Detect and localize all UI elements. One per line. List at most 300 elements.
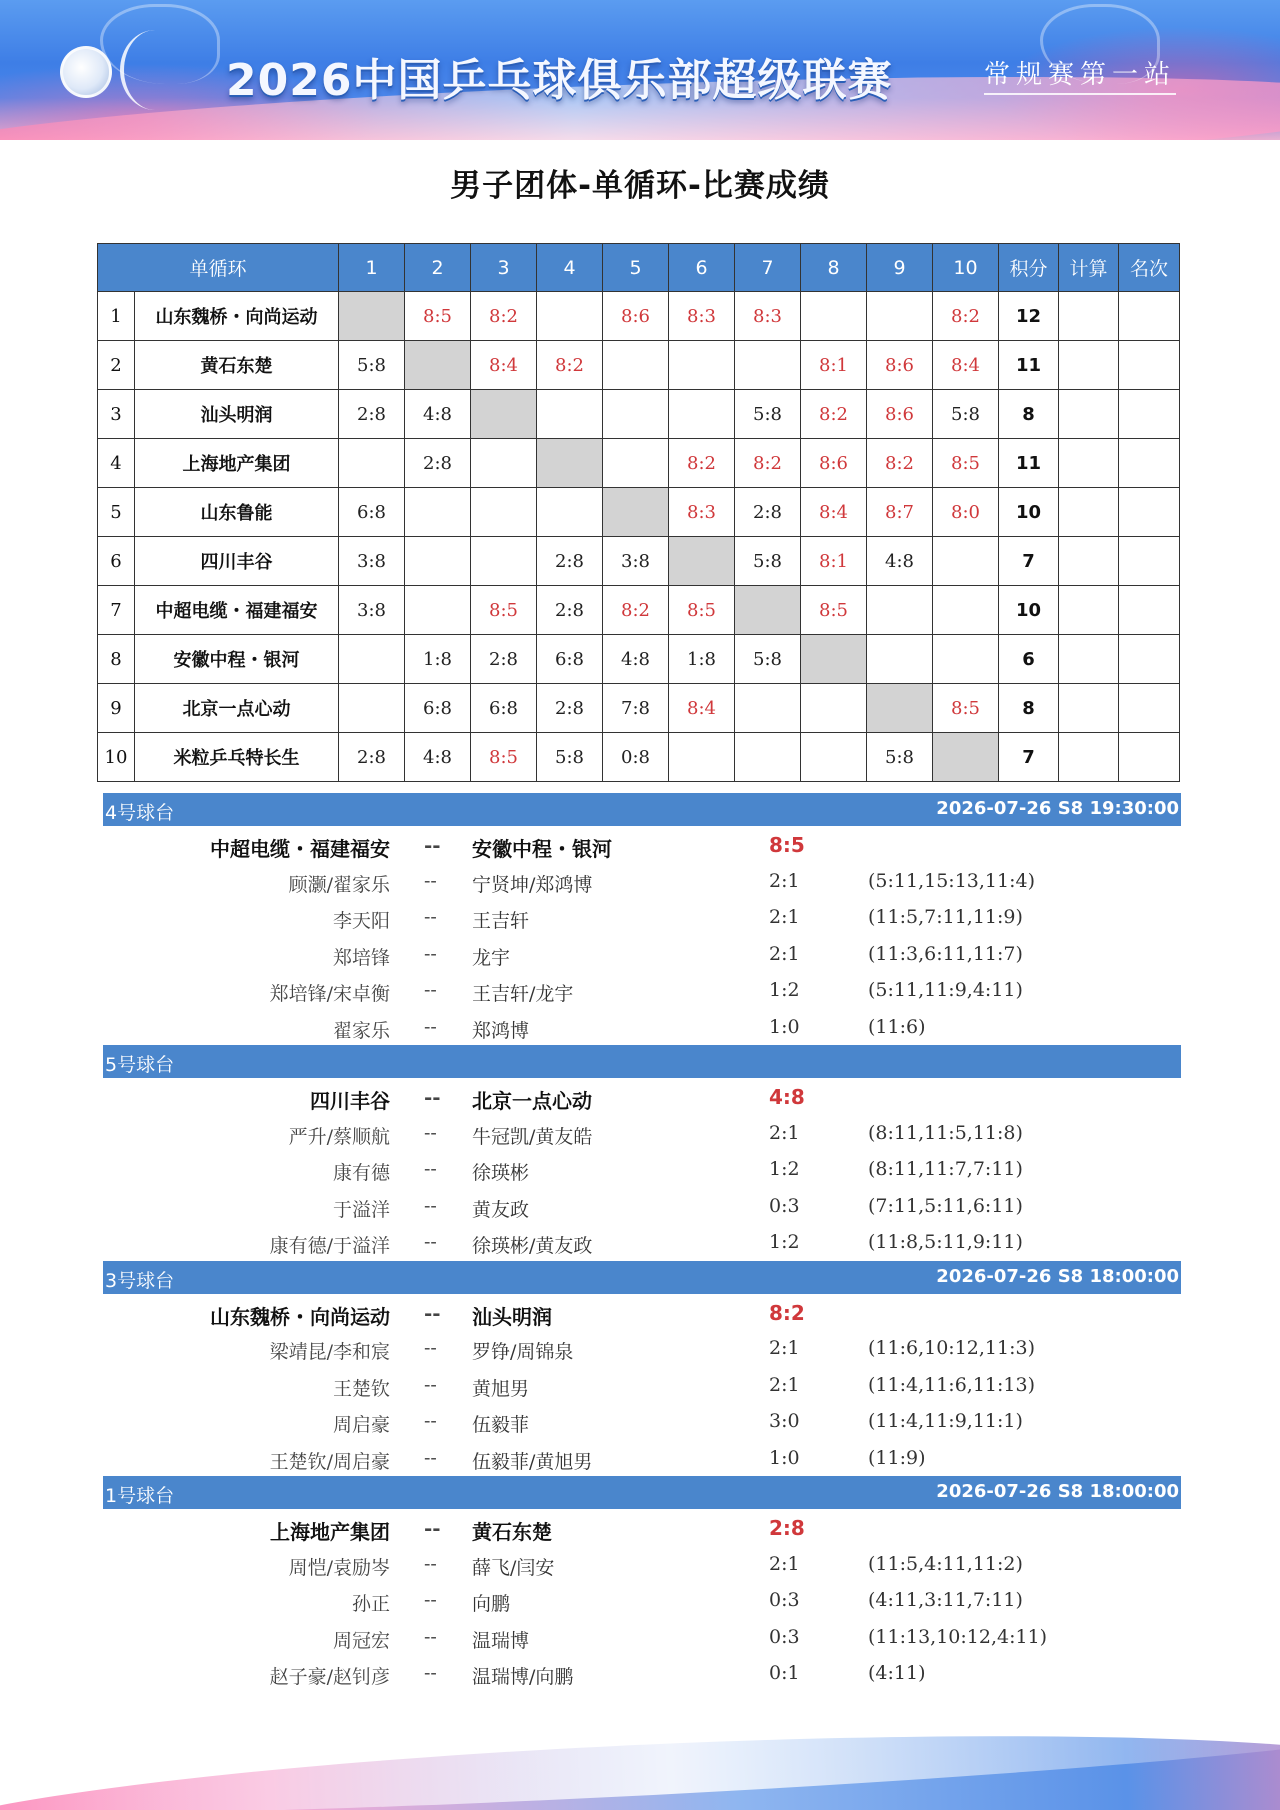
table-header-cell: 8 — [801, 244, 867, 292]
result-cell: 4:8 — [405, 733, 471, 782]
result-cell: 1:8 — [405, 635, 471, 684]
game-row — [0, 1330, 1280, 1367]
points-cell: 10 — [999, 488, 1059, 537]
page-title: 男子团体-单循环-比赛成绩 — [450, 168, 830, 204]
result-cell — [867, 635, 933, 684]
game-score: 1:2 — [769, 979, 800, 1001]
calc-cell — [1059, 292, 1119, 341]
result-cell: 8:4 — [669, 684, 735, 733]
result-cell: 8:5 — [933, 439, 999, 488]
result-cell — [471, 537, 537, 586]
separator: -- — [424, 1337, 437, 1359]
result-cell: 6:8 — [471, 684, 537, 733]
match-group — [0, 1045, 1280, 1261]
result-cell: 8:2 — [471, 292, 537, 341]
result-cell: 8:7 — [867, 488, 933, 537]
table-row — [98, 635, 1180, 684]
table-header-cell: 5 — [603, 244, 669, 292]
team-name: 汕头明润 — [135, 390, 339, 439]
league-mark-icon — [120, 30, 190, 110]
table-row — [98, 684, 1180, 733]
team-name: 米粒乒乓特长生 — [135, 733, 339, 782]
self-cell — [801, 635, 867, 684]
game-score: 2:1 — [769, 1552, 800, 1575]
result-cell: 5:8 — [339, 341, 405, 390]
team-name: 四川丰谷 — [135, 537, 339, 586]
rank-cell — [1119, 439, 1180, 488]
separator: -- — [424, 869, 437, 892]
result-cell: 3:8 — [339, 586, 405, 635]
team-name: 山东魏桥・向尚运动 — [135, 292, 339, 341]
calc-cell — [1059, 488, 1119, 537]
game-score: 2:1 — [769, 1337, 800, 1359]
table-header-cell: 9 — [867, 244, 933, 292]
match-group — [0, 1476, 1280, 1692]
result-cell: 8:5 — [801, 586, 867, 635]
game-detail: (11:5,4:11,11:2) — [868, 1552, 1023, 1575]
result-cell: 2:8 — [339, 390, 405, 439]
calc-cell — [1059, 341, 1119, 390]
away-player: 黄旭男 — [472, 1377, 530, 1400]
table-header-cell: 名次 — [1119, 244, 1180, 292]
result-cell: 8:5 — [933, 684, 999, 733]
game-score: 3:0 — [769, 1410, 800, 1432]
calc-cell — [1059, 635, 1119, 684]
result-cell — [537, 488, 603, 537]
table-row — [98, 586, 1180, 635]
match-header-bar — [103, 793, 1181, 826]
home-player: 于溢洋 — [332, 1198, 390, 1221]
result-cell: 8:2 — [537, 341, 603, 390]
away-player: 徐瑛彬 — [472, 1162, 530, 1184]
result-cell: 8:0 — [933, 488, 999, 537]
result-cell: 6:8 — [405, 684, 471, 733]
result-cell — [933, 537, 999, 586]
team-score: 8:2 — [769, 1300, 805, 1325]
table-row — [98, 537, 1180, 586]
game-score: 0:3 — [769, 1194, 800, 1217]
game-score: 0:3 — [769, 1589, 800, 1611]
game-score: 1:0 — [769, 1015, 800, 1038]
separator: -- — [424, 1231, 437, 1253]
rank-cell — [1119, 537, 1180, 586]
game-row — [0, 1367, 1280, 1404]
table-body — [98, 292, 1180, 782]
result-cell: 5:8 — [537, 733, 603, 782]
separator: -- — [424, 1410, 437, 1432]
game-row — [0, 936, 1280, 973]
result-cell: 7:8 — [603, 684, 669, 733]
table-header-cell: 积分 — [999, 244, 1059, 292]
table-header-row — [98, 244, 1180, 292]
row-index: 8 — [98, 635, 135, 684]
match-group — [0, 1261, 1280, 1477]
row-index: 2 — [98, 341, 135, 390]
team-score-row — [0, 1509, 1280, 1546]
points-cell: 8 — [999, 684, 1059, 733]
result-cell: 8:3 — [669, 488, 735, 537]
result-cell: 2:8 — [405, 439, 471, 488]
game-detail: (11:4,11:9,11:1) — [868, 1410, 1023, 1432]
table-row — [98, 292, 1180, 341]
points-cell: 11 — [999, 439, 1059, 488]
match-header-bar — [103, 1045, 1181, 1078]
separator: -- — [424, 942, 437, 965]
team-score: 2:8 — [769, 1516, 805, 1540]
table-header-cell: 7 — [735, 244, 801, 292]
result-cell: 6:8 — [537, 635, 603, 684]
row-index: 1 — [98, 292, 135, 341]
points-cell: 8 — [999, 390, 1059, 439]
home-player: 顾灏/翟家乐 — [288, 873, 390, 896]
team-name: 上海地产集团 — [135, 439, 339, 488]
home-team: 四川丰谷 — [310, 1089, 390, 1113]
game-row — [0, 1403, 1280, 1440]
points-cell: 12 — [999, 292, 1059, 341]
home-player: 李天阳 — [332, 910, 390, 932]
result-cell — [735, 733, 801, 782]
home-player: 赵子豪/赵钊彦 — [269, 1666, 390, 1688]
game-detail: (7:11,5:11,6:11) — [868, 1194, 1023, 1217]
points-cell: 7 — [999, 733, 1059, 782]
home-player: 梁靖昆/李和宸 — [269, 1341, 390, 1363]
result-cell: 5:8 — [867, 733, 933, 782]
game-score: 0:1 — [769, 1662, 800, 1684]
self-cell — [735, 586, 801, 635]
result-cell: 1:8 — [669, 635, 735, 684]
result-cell: 5:8 — [735, 390, 801, 439]
rank-cell — [1119, 733, 1180, 782]
points-cell: 10 — [999, 586, 1059, 635]
points-cell: 11 — [999, 341, 1059, 390]
game-detail: (11:6) — [868, 1015, 926, 1038]
team-name: 中超电缆・福建福安 — [135, 586, 339, 635]
result-cell — [669, 341, 735, 390]
table-row — [98, 341, 1180, 390]
away-player: 王吉轩/龙宇 — [472, 983, 574, 1005]
banner — [0, 0, 1280, 140]
table-header-cell: 单循环 — [98, 244, 339, 292]
calc-cell — [1059, 390, 1119, 439]
home-player: 康有德/于溢洋 — [269, 1235, 390, 1257]
table-label: 5号球台 — [105, 1054, 175, 1076]
result-cell: 4:8 — [867, 537, 933, 586]
row-index: 10 — [98, 733, 135, 782]
game-score: 1:2 — [769, 1231, 800, 1253]
table-row — [98, 390, 1180, 439]
match-results — [0, 793, 1280, 1692]
row-index: 7 — [98, 586, 135, 635]
result-cell: 3:8 — [339, 537, 405, 586]
away-team: 北京一点心动 — [472, 1089, 592, 1113]
result-cell: 8:2 — [603, 586, 669, 635]
home-team: 中超电缆・福建福安 — [210, 837, 390, 861]
result-cell: 6:8 — [339, 488, 405, 537]
result-cell — [537, 292, 603, 341]
away-player: 黄友政 — [472, 1198, 530, 1221]
result-cell: 8:6 — [867, 390, 933, 439]
game-score: 1:0 — [769, 1446, 800, 1469]
self-cell — [669, 537, 735, 586]
row-index: 4 — [98, 439, 135, 488]
table-header-cell: 计算 — [1059, 244, 1119, 292]
result-cell: 8:3 — [735, 292, 801, 341]
separator: -- — [424, 1625, 437, 1648]
rank-cell — [1119, 292, 1180, 341]
table-row — [98, 733, 1180, 782]
away-player: 牛冠凯/黄友皓 — [472, 1125, 593, 1148]
result-cell: 8:2 — [735, 439, 801, 488]
result-cell — [801, 733, 867, 782]
separator: -- — [424, 1662, 437, 1684]
separator: -- — [424, 1373, 437, 1396]
away-player: 宁贤坤/郑鸿博 — [472, 873, 593, 896]
home-player: 王楚钦 — [332, 1377, 390, 1400]
game-row — [0, 1655, 1280, 1692]
separator: -- — [424, 833, 441, 857]
match-header-bar — [103, 1476, 1181, 1509]
result-cell — [933, 635, 999, 684]
game-detail: (11:5,7:11,11:9) — [868, 906, 1023, 928]
rank-cell — [1119, 341, 1180, 390]
game-row — [0, 863, 1280, 900]
result-cell — [669, 733, 735, 782]
result-cell — [867, 586, 933, 635]
team-score-row — [0, 826, 1280, 863]
self-cell — [603, 488, 669, 537]
game-score: 2:1 — [769, 869, 800, 892]
separator: -- — [424, 1194, 437, 1217]
team-score-row — [0, 1294, 1280, 1331]
game-score: 2:1 — [769, 1373, 800, 1396]
game-detail: (8:11,11:7,7:11) — [868, 1158, 1023, 1180]
game-detail: (11:8,5:11,9:11) — [868, 1231, 1023, 1253]
away-player: 温瑞博/向鹏 — [472, 1666, 574, 1688]
result-cell — [339, 635, 405, 684]
self-cell — [537, 439, 603, 488]
table-label: 4号球台 — [105, 802, 175, 824]
separator: -- — [424, 1158, 437, 1180]
result-cell — [867, 292, 933, 341]
separator: -- — [424, 1300, 441, 1325]
result-cell: 8:5 — [471, 733, 537, 782]
game-detail: (11:6,10:12,11:3) — [868, 1337, 1035, 1359]
away-team: 安徽中程・银河 — [472, 837, 612, 861]
result-cell: 8:1 — [801, 341, 867, 390]
separator: -- — [424, 1015, 437, 1038]
result-cell: 3:8 — [603, 537, 669, 586]
result-cell — [537, 390, 603, 439]
team-score: 8:5 — [769, 833, 805, 857]
result-cell — [339, 684, 405, 733]
result-cell — [339, 439, 405, 488]
game-detail: (4:11) — [868, 1662, 926, 1684]
result-cell: 2:8 — [537, 684, 603, 733]
self-cell — [933, 733, 999, 782]
away-team: 汕头明润 — [472, 1304, 552, 1329]
team-score: 4:8 — [769, 1085, 805, 1109]
away-player: 伍毅菲 — [472, 1414, 530, 1436]
separator: -- — [424, 1121, 437, 1144]
game-row — [0, 1440, 1280, 1477]
home-player: 康有德 — [332, 1162, 390, 1184]
table-label: 1号球台 — [105, 1485, 175, 1507]
league-logo-icon — [60, 46, 112, 98]
result-cell — [405, 488, 471, 537]
rank-cell — [1119, 390, 1180, 439]
table-header-cell: 3 — [471, 244, 537, 292]
away-player: 王吉轩 — [472, 910, 530, 932]
match-header-bar — [103, 1261, 1181, 1294]
rank-cell — [1119, 635, 1180, 684]
result-cell: 0:8 — [603, 733, 669, 782]
team-name: 黄石东楚 — [135, 341, 339, 390]
away-player: 伍毅菲/黄旭男 — [472, 1450, 593, 1473]
match-group — [0, 793, 1280, 1045]
self-cell — [339, 292, 405, 341]
calc-cell — [1059, 439, 1119, 488]
result-cell: 8:1 — [801, 537, 867, 586]
table-header-cell: 1 — [339, 244, 405, 292]
result-cell — [405, 586, 471, 635]
away-player: 薛飞/闫安 — [472, 1556, 555, 1579]
game-detail: (11:3,6:11,11:7) — [868, 942, 1023, 965]
game-row — [0, 1188, 1280, 1225]
table-header-cell: 10 — [933, 244, 999, 292]
game-detail: (11:9) — [868, 1446, 926, 1469]
game-score: 0:3 — [769, 1625, 800, 1648]
away-player: 罗铮/周锦泉 — [472, 1341, 574, 1363]
game-row — [0, 1151, 1280, 1188]
result-cell — [669, 390, 735, 439]
match-datetime: 2026-07-26 S8 19:30:00 — [936, 798, 1179, 819]
game-detail: (4:11,3:11,7:11) — [868, 1589, 1023, 1611]
result-cell: 8:4 — [801, 488, 867, 537]
away-player: 龙宇 — [472, 946, 511, 969]
team-name: 山东鲁能 — [135, 488, 339, 537]
rank-cell — [1119, 586, 1180, 635]
result-cell — [603, 341, 669, 390]
footer-decoration — [0, 1710, 1280, 1810]
away-player: 郑鸿博 — [472, 1019, 530, 1042]
table-row — [98, 488, 1180, 537]
row-index: 9 — [98, 684, 135, 733]
separator: -- — [424, 1589, 437, 1611]
result-cell — [735, 341, 801, 390]
game-row — [0, 1009, 1280, 1046]
home-player: 周冠宏 — [332, 1629, 390, 1652]
result-cell: 8:3 — [669, 292, 735, 341]
points-cell: 7 — [999, 537, 1059, 586]
result-cell: 8:6 — [801, 439, 867, 488]
home-player: 郑培锋 — [332, 946, 390, 969]
result-cell — [603, 439, 669, 488]
game-detail: (11:13,10:12,4:11) — [868, 1625, 1048, 1648]
calc-cell — [1059, 586, 1119, 635]
game-row — [0, 1224, 1280, 1261]
home-player: 翟家乐 — [332, 1019, 390, 1042]
result-cell: 8:2 — [669, 439, 735, 488]
round-robin-table — [97, 243, 1180, 782]
table-row — [98, 439, 1180, 488]
separator: -- — [424, 1446, 437, 1469]
separator: -- — [424, 906, 437, 928]
row-index: 6 — [98, 537, 135, 586]
home-team: 山东魏桥・向尚运动 — [210, 1304, 390, 1329]
result-cell: 8:2 — [801, 390, 867, 439]
result-cell: 4:8 — [405, 390, 471, 439]
separator: -- — [424, 1552, 437, 1575]
home-player: 周启豪 — [332, 1414, 390, 1436]
result-cell: 2:8 — [537, 537, 603, 586]
result-cell — [603, 390, 669, 439]
result-cell: 8:4 — [471, 341, 537, 390]
table-header-cell: 2 — [405, 244, 471, 292]
row-index: 3 — [98, 390, 135, 439]
result-cell — [471, 439, 537, 488]
result-cell: 8:2 — [933, 292, 999, 341]
home-player: 王楚钦/周启豪 — [269, 1450, 390, 1473]
result-cell — [933, 586, 999, 635]
team-name: 北京一点心动 — [135, 684, 339, 733]
result-cell: 4:8 — [603, 635, 669, 684]
result-cell — [405, 537, 471, 586]
game-row — [0, 972, 1280, 1009]
result-cell: 8:2 — [867, 439, 933, 488]
result-cell: 5:8 — [735, 537, 801, 586]
banner-title: 2026中国乒乓球俱乐部超级联赛 — [226, 55, 893, 106]
game-detail: (5:11,15:13,11:4) — [868, 869, 1035, 892]
result-cell: 8:5 — [669, 586, 735, 635]
result-cell: 8:6 — [867, 341, 933, 390]
game-detail: (11:4,11:6,11:13) — [868, 1373, 1035, 1396]
game-row — [0, 1115, 1280, 1152]
result-cell — [801, 684, 867, 733]
game-detail: (8:11,11:5,11:8) — [868, 1121, 1023, 1144]
rank-cell — [1119, 488, 1180, 537]
self-cell — [867, 684, 933, 733]
result-cell: 5:8 — [933, 390, 999, 439]
away-team: 黄石东楚 — [472, 1520, 552, 1544]
calc-cell — [1059, 733, 1119, 782]
table-header-cell: 4 — [537, 244, 603, 292]
points-cell: 6 — [999, 635, 1059, 684]
calc-cell — [1059, 684, 1119, 733]
rank-cell — [1119, 684, 1180, 733]
match-datetime: 2026-07-26 S8 18:00:00 — [936, 1265, 1179, 1287]
game-score: 2:1 — [769, 942, 800, 965]
result-cell — [735, 684, 801, 733]
result-cell: 2:8 — [471, 635, 537, 684]
away-player: 徐瑛彬/黄友政 — [472, 1235, 593, 1257]
home-player: 周恺/袁励岑 — [288, 1556, 390, 1579]
home-player: 严升/蔡顺航 — [288, 1125, 390, 1148]
game-score: 2:1 — [769, 906, 800, 928]
result-cell: 2:8 — [537, 586, 603, 635]
team-name: 安徽中程・银河 — [135, 635, 339, 684]
separator: -- — [424, 979, 437, 1001]
team-score-row — [0, 1078, 1280, 1115]
home-player: 郑培锋/宋卓衡 — [269, 983, 390, 1005]
home-player: 孙正 — [351, 1593, 390, 1615]
result-cell: 8:6 — [603, 292, 669, 341]
result-cell — [801, 292, 867, 341]
result-cell: 2:8 — [735, 488, 801, 537]
self-cell — [471, 390, 537, 439]
away-player: 向鹏 — [472, 1593, 511, 1615]
game-score: 1:2 — [769, 1158, 800, 1180]
separator: -- — [424, 1085, 441, 1109]
